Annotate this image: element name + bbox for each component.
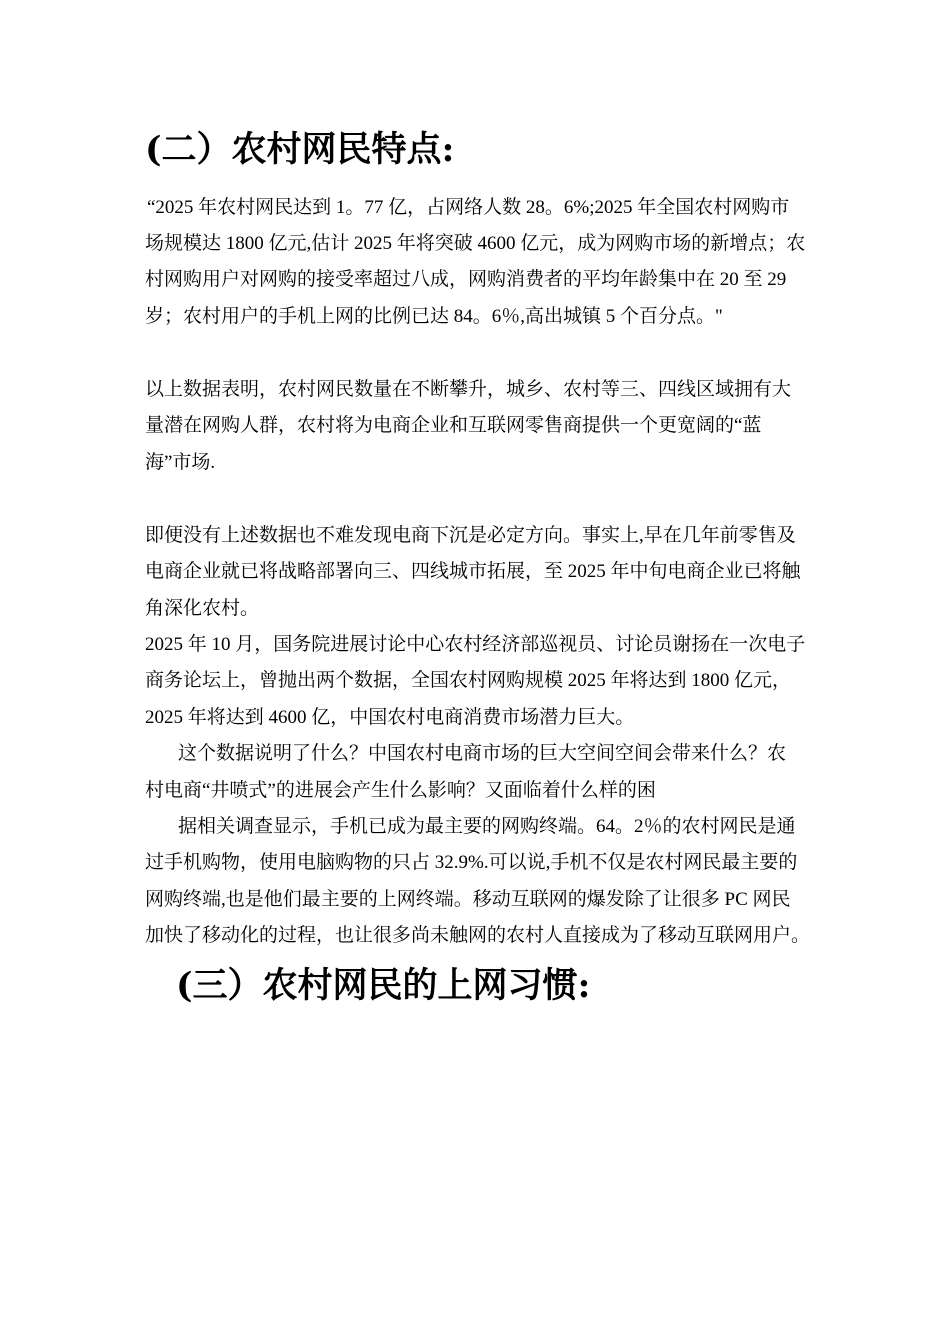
text-line: 2025 年 10 月，国务院进展讨论中心农村经济部巡视员、讨论员谢扬在一次电子	[145, 634, 806, 655]
text-line: “2025 年农村网民达到 1。77 亿，占网络人数 28。6%;2025 年全国农村网购市	[147, 197, 790, 218]
text-line: 量潜在网购人群，农村将为电商企业和互联网零售商提供一个更宽阔的“蓝	[145, 415, 762, 436]
text-line: 村电商“井喷式”的进展会产生什么影响？又面临着什么样的困	[145, 780, 656, 801]
text-line: 电商企业就已将战略部署向三、四线城市拓展，至 2025 年中旬电商企业已将触	[145, 561, 801, 582]
text-line: 海”市场.	[145, 452, 216, 473]
text-line: 以上数据表明，农村网民数量在不断攀升，城乡、农村等三、四线区域拥有大	[145, 379, 792, 400]
text-line: 据相关调查显示，手机已成为最主要的网购终端。64。2％的农村网民是通	[178, 816, 796, 837]
text-line: 商务论坛上，曾抛出两个数据，全国农村网购规模 2025 年将达到 1800 亿元，	[145, 670, 792, 691]
text-line: 村网购用户对网购的接受率超过八成，网购消费者的平均年龄集中在 20 至 29	[145, 269, 787, 290]
text-line: 岁；农村用户的手机上网的比例已达 84。6％,高出城镇 5 个百分点。"	[145, 306, 723, 327]
text-line: 加快了移动化的过程，也让很多尚未触网的农村人直接成为了移动互联网用户。	[145, 925, 811, 946]
text-line: 过手机购物，使用电脑购物的只占 32.9%.可以说,手机不仅是农村网民最主要的	[145, 852, 798, 873]
text-line: 场规模达 1800 亿元,估计 2025 年将突破 4600 亿元，成为网购市场的新增点；农	[145, 233, 806, 254]
section-heading-online-habits: (三）农村网民的上网习惯:	[176, 965, 591, 1006]
text-line: 即便没有上述数据也不难发现电商下沉是必定方向。事实上,早在几年前零售及	[145, 525, 796, 546]
text-line: 2025 年将达到 4600 亿，中国农村电商消费市场潜力巨大。	[145, 707, 635, 728]
text-line: 角深化农村。	[145, 598, 260, 619]
section-heading-rural-netizen-features: (二）农村网民特点:	[145, 129, 455, 170]
text-line: 这个数据说明了什么？中国农村电商市场的巨大空间空间会带来什么？农	[178, 743, 787, 764]
text-line: 网购终端,也是他们最主要的上网终端。移动互联网的爆发除了让很多 PC 网民	[145, 889, 791, 910]
